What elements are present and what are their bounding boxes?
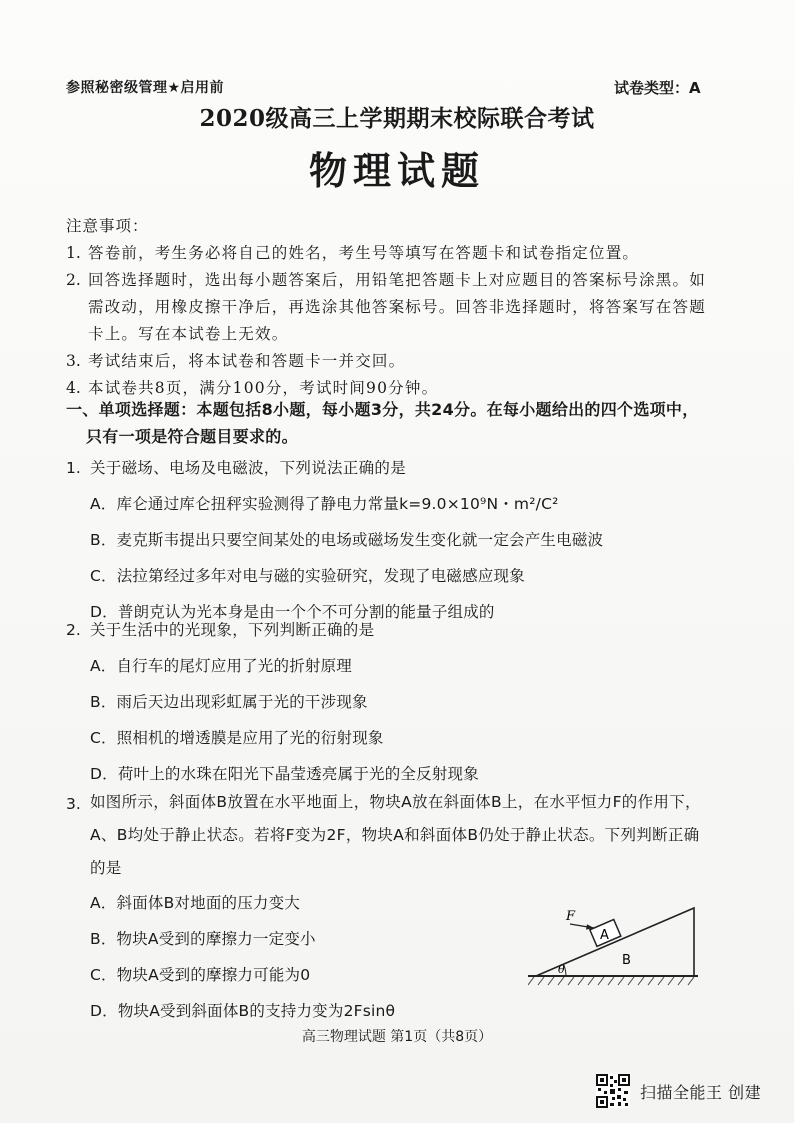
option-a: A．库仑通过库仑扭秤实验测得了静电力常量k=9.0×10⁹N・m²/C² xyxy=(90,495,559,513)
option-d: D．普朗克认为光本身是由一个个不可分割的能量子组成的 xyxy=(90,603,495,621)
question-number: 3. xyxy=(66,795,81,813)
instruction-number: 3. xyxy=(66,352,81,370)
question-text: 关于生活中的光现象，下列判断正确的是 xyxy=(90,621,375,639)
option-a: A．斜面体B对地面的压力变大 xyxy=(90,894,301,912)
question-stem xyxy=(66,450,706,486)
question-number: 2. xyxy=(66,621,81,639)
question-1 xyxy=(66,450,706,630)
instruction-text: 答卷前，考生务必将自己的姓名，考生号等填写在答题卡和试卷指定位置。 xyxy=(88,244,640,262)
wedge-b-label: B xyxy=(622,953,631,968)
option-c: C．物块A受到的摩擦力可能为0 xyxy=(90,966,311,984)
scanner-label: 扫描全能王 创建 xyxy=(640,1082,762,1102)
option-b: B．雨后天边出现彩虹属于光的干涉现象 xyxy=(90,693,368,711)
ground-hatching xyxy=(528,977,694,985)
option-d: D．物块A受到斜面体B的支持力变为2Fsinθ xyxy=(90,1002,396,1020)
instruction-item xyxy=(66,240,706,267)
question-2 xyxy=(66,612,706,792)
question-text: 如图所示，斜面体B放置在水平地面上，物块A放在斜面体B上，在水平恒力F的作用下，A、B均处于静止状态。若将F变为2F，物块A和斜面体B仍处于静止状态。下列判断正确的是 xyxy=(90,793,701,877)
option-d: D．荷叶上的水珠在阳光下晶莹透亮属于光的全反射现象 xyxy=(90,765,479,783)
instruction-item xyxy=(66,267,706,348)
instruction-number: 1. xyxy=(66,244,81,262)
option-b: B．物块A受到的摩擦力一定变小 xyxy=(90,930,316,948)
instructions-block xyxy=(66,212,706,402)
subject-title: 物理试题 xyxy=(308,149,485,193)
confidential-label: 参照秘密级管理★启用前 xyxy=(66,80,225,96)
instruction-text: 本试卷共8页，满分100分，考试时间90分钟。 xyxy=(88,379,439,397)
question-stem xyxy=(66,612,706,648)
question-text: 关于磁场、电场及电磁波，下列说法正确的是 xyxy=(90,459,407,477)
instruction-number: 2. xyxy=(66,271,81,289)
force-label: F xyxy=(566,909,576,924)
page-footer: 高三物理试题 第1页（共8页） xyxy=(301,1029,493,1045)
block-a-label: A xyxy=(600,928,609,943)
instruction-number: 4. xyxy=(66,379,81,397)
section-heading-line-1: 一、单项选择题：本题包括8小题，每小题3分，共24分。在每小题给出的四个选项中， xyxy=(66,400,699,419)
option-c: C．法拉第经过多年对电与磁的实验研究，发现了电磁感应现象 xyxy=(90,567,525,585)
instruction-text: 考试结束后，将本试卷和答题卡一并交回。 xyxy=(88,352,406,370)
question-stem xyxy=(66,786,706,885)
qr-code-icon xyxy=(596,1074,630,1108)
scanner-watermark xyxy=(596,1072,761,1110)
instructions-heading: 注意事项： xyxy=(66,217,149,235)
exam-title: 2020级高三上学期期末校际联合考试 xyxy=(199,105,595,132)
paper-type-label: 试卷类型：A xyxy=(614,79,701,97)
option-a: A．自行车的尾灯应用了光的折射原理 xyxy=(90,657,353,675)
section-heading xyxy=(66,396,708,450)
option-c: C．照相机的增透膜是应用了光的衍射现象 xyxy=(90,729,384,747)
instruction-item xyxy=(66,348,706,375)
incline-figure xyxy=(528,900,708,986)
section-heading-line-2: 只有一项是符合题目要求的。 xyxy=(86,427,298,446)
option-b: B．麦克斯韦提出只要空间某处的电场或磁场发生变化就一定会产生电磁波 xyxy=(90,531,604,549)
angle-label: θ xyxy=(558,963,565,976)
instruction-text: 回答选择题时，选出每小题答案后，用铅笔把答题卡上对应题目的答案标号涂黑。如需改动，用橡皮擦干净后，再选涂其他答案标号。回答非选择题时，将答案写在答题卡上。写在本试卷上无效。 xyxy=(88,271,706,343)
question-number: 1. xyxy=(66,459,81,477)
